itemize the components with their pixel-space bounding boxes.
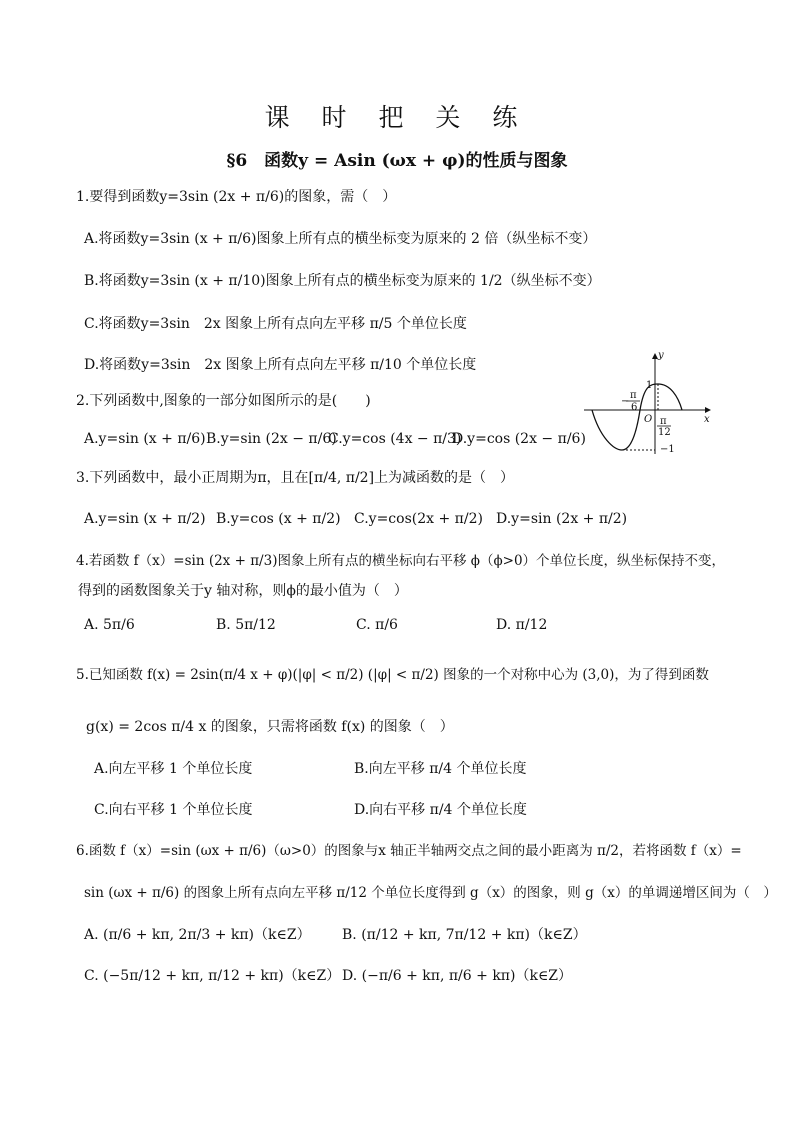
x-left-tick-num: π [630, 390, 637, 401]
x-left-tick-den: 6 [631, 402, 638, 413]
q1-option-c: C.将函数y=3sin 2x 图象上所有点向左平移 π/5 个单位长度 [84, 316, 467, 332]
y-min-label: −1 [660, 444, 675, 455]
q6-stem-line1: 6.函数 f（x）=sin (ωx + π/6)（ω>0）的图象与x 轴正半轴两交点之间的最小距离为 π/2，若将函数 f（x）= [76, 843, 742, 859]
x-right-tick-den: 12 [658, 427, 671, 438]
q5-option-a: A.向左平移 1 个单位长度 [94, 761, 253, 777]
q6-stem-line2: sin (ωx + π/6) 的图象上所有点向左平移 π/12 个单位长度得到 g（x）的图象，则 g（x）的单调递增区间为（ ） [84, 885, 777, 901]
q2-option-b: B.y=sin (2x − π/6) [206, 431, 337, 447]
q4-option-a: A. 5π/6 [84, 617, 135, 633]
q4-option-c: C. π/6 [356, 617, 398, 633]
q5-option-c: C.向右平移 1 个单位长度 [94, 802, 253, 818]
sine-curve [592, 384, 682, 450]
origin-label: O [644, 414, 653, 425]
x-axis-label: x [704, 414, 710, 425]
section-subtitle: §6 函数y = Asin (ωx + φ)的性质与图象 [226, 151, 568, 171]
q5-option-d: D.向右平移 π/4 个单位长度 [354, 802, 527, 818]
q3-option-c: C.y=cos(2x + π/2) [354, 511, 483, 527]
x-left-tick-sign: − [621, 396, 630, 407]
y-axis-label: y [658, 350, 664, 361]
q6-option-b: B. (π/12 + kπ, 7π/12 + kπ)（k∈Z） [342, 927, 587, 943]
q2-option-d: D.y=cos (2x − π/6) [452, 431, 586, 447]
sine-graph-figure [578, 348, 716, 460]
q3-stem: 3.下列函数中，最小正周期为π，且在[π/4, π/2]上为减函数的是（ ） [76, 470, 515, 486]
q1-stem: 1.要得到函数y=3sin (2x + π/6)的图象，需（ ） [76, 189, 397, 205]
q2-option-a: A.y=sin (x + π/6) [84, 431, 206, 447]
q3-option-d: D.y=sin (2x + π/2) [496, 511, 628, 527]
q2-stem: 2.下列函数中,图象的一部分如图所示的是( ) [76, 393, 371, 409]
q3-option-a: A.y=sin (x + π/2) [84, 511, 206, 527]
q6-option-d: D. (−π/6 + kπ, π/6 + kπ)（k∈Z） [342, 968, 573, 984]
q4-stem-line1: 4.若函数 f（x）=sin (2x + π/3)图象上所有点的横坐标向右平移 ϕ（ϕ>0）个单位长度，纵坐标保持不变， [76, 553, 726, 569]
q1-option-b: B.将函数y=3sin (x + π/10)图象上所有点的横坐标变为原来的 1/2（纵坐标不变） [84, 273, 601, 289]
q5-stem-line1: 5.已知函数 f(x) = 2sin(π/4 x + φ)(|φ| < π/2) (|φ| < π/2) 图象的一个对称中心为 (3,0)，为了得到函数 [76, 667, 709, 683]
q1-option-a: A.将函数y=3sin (x + π/6)图象上所有点的横坐标变为原来的 2 倍（纵坐标不变） [84, 231, 597, 247]
q3-option-b: B.y=cos (x + π/2) [216, 511, 341, 527]
q6-option-c: C. (−5π/12 + kπ, π/12 + kπ)（k∈Z） [84, 968, 341, 984]
q2-option-c: C.y=cos (4x − π/3) [328, 431, 462, 447]
q4-option-d: D. π/12 [496, 617, 548, 633]
page-title: 课 时 把 关 练 [264, 103, 530, 132]
q4-stem-line2: 得到的函数图象关于y 轴对称，则ϕ的最小值为（ ） [78, 583, 408, 599]
q6-option-a: A. (π/6 + kπ, 2π/3 + kπ)（k∈Z） [84, 927, 311, 943]
q5-stem-line2: g(x) = 2cos π/4 x 的图象，只需将函数 f(x) 的图象（ ） [86, 719, 454, 735]
q4-option-b: B. 5π/12 [216, 617, 276, 633]
x-right-tick-num: π [660, 416, 667, 427]
q1-option-d: D.将函数y=3sin 2x 图象上所有点向左平移 π/10 个单位长度 [84, 357, 477, 373]
y-max-label: 1 [646, 380, 653, 391]
q5-option-b: B.向左平移 π/4 个单位长度 [354, 761, 527, 777]
